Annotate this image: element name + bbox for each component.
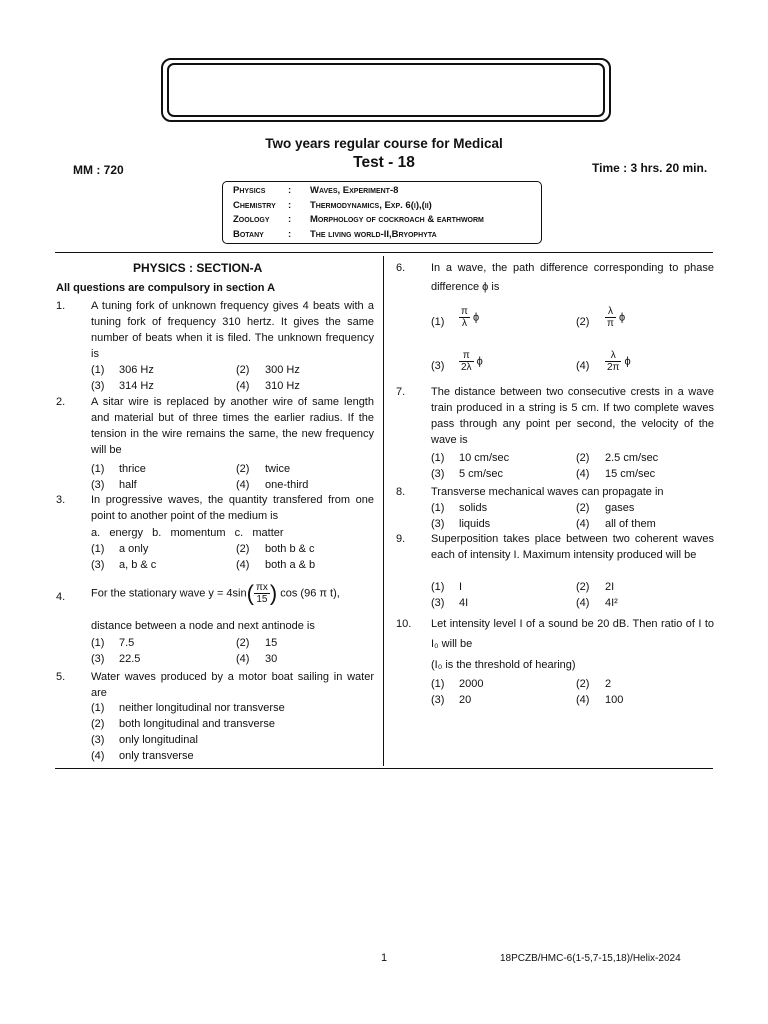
question-1: 1. A tuning fork of unknown frequency gives 4 beats with a tuning fork of frequency 310 hertz. It gives the same number of beats when it is filed. The unknown frequency is <box>56 300 374 360</box>
page-number: 1 <box>381 952 388 964</box>
divider-bottom <box>55 768 713 769</box>
divider-top <box>55 252 713 253</box>
syllabus-box <box>222 181 542 244</box>
question-2: 2. A sitar wire is replaced by another wire of same length and material but of three times the earlier radius. If the tension in the wire remains the same, the new frequency will be <box>56 396 374 456</box>
syllabus-row: Physics : Waves, Experiment-8 <box>233 185 399 196</box>
question-5: 5. Water waves produced by a motor boat sailing in water are <box>56 671 374 699</box>
column-divider <box>383 256 384 766</box>
paper-code: 18PCZB/HMC-6(1-5,7-15,18)/Helix-2024 <box>500 953 681 964</box>
syllabus-row: Botany : The living world-II,Bryophyta <box>233 228 437 240</box>
option-lambda-over-pi: $\frac{\lambda}{\pi}$ ϕ <box>607 306 626 329</box>
question-4: 4. For the stationary wave y = 4sin( $\frac{\pi x}{15}$ ) cos (96 π t), <box>56 580 340 606</box>
section-title: PHYSICS : SECTION-A <box>133 261 263 275</box>
question-6: 6. In a wave, the path difference corresponding to phase difference ϕ is <box>396 262 714 293</box>
section-note: All questions are compulsory in section A <box>56 282 276 294</box>
max-marks: MM : 720 <box>73 163 124 177</box>
option-pi-over-lambda: $\frac{\pi}{\lambda}$ ϕ <box>461 306 480 329</box>
question-4-text2: distance between a node and next antinode is <box>91 620 315 632</box>
question-10-text2: (I₀ is the threshold of hearing) <box>431 659 576 671</box>
question-9: 9. Superposition takes place between two coherent waves each of intensity I. Maximum intensity produced will be <box>396 533 714 561</box>
title-box-inner <box>167 63 605 117</box>
fraction-pix-15: $\frac{\pi x}{15}$ <box>255 582 268 605</box>
question-7: 7. The distance between two consecutive crests in a wave train produced in a string is 5 cm. If two complete waves pass through any point per second, the velocity of the wave is <box>396 386 714 446</box>
question-10: 10. Let intensity level I of a sound be 20 dB. Then ratio of I to I₀ will be <box>396 618 714 650</box>
course-title: Two years regular course for Medical <box>265 136 503 151</box>
test-title: Test - 18 <box>353 154 415 171</box>
option-lambda-over-2pi: $\frac{\lambda}{2\pi}$ ϕ <box>607 350 631 373</box>
time-limit: Time : 3 hrs. 20 min. <box>592 161 708 175</box>
syllabus-row: Chemistry : Thermodynamics, Exp. 6(i),(ii) <box>233 199 432 211</box>
syllabus-row: Zoology : Morphology of cockroach & earthworm <box>233 214 484 225</box>
option-pi-over-2lambda: $\frac{\pi}{2\lambda}$ ϕ <box>461 350 483 373</box>
question-3: 3. In progressive waves, the quantity transfered from one point to another point of the medium is <box>56 494 374 522</box>
question-8: 8. Transverse mechanical waves can propagate in <box>396 486 664 498</box>
